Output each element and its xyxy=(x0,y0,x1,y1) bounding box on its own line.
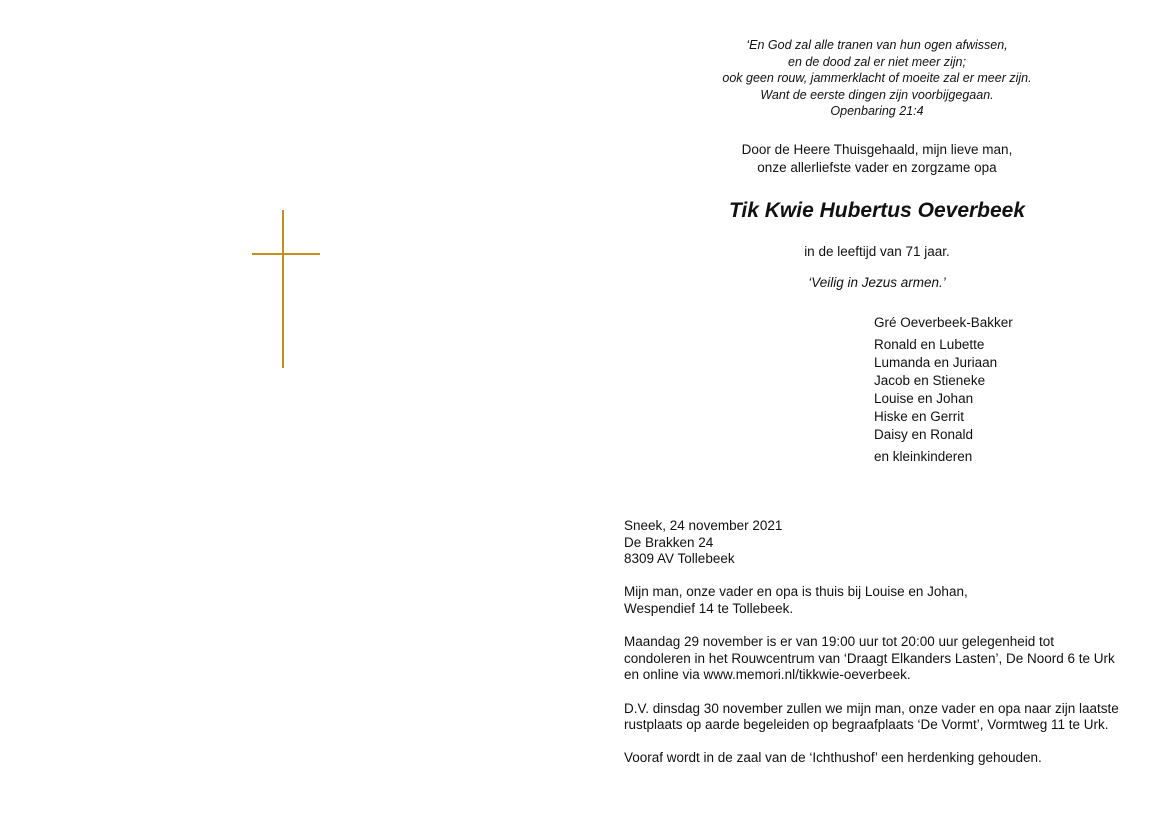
motto-text: ‘Veilig in Jezus armen.’ xyxy=(808,275,946,290)
cross-icon xyxy=(252,210,320,368)
street-address: De Brakken 24 xyxy=(624,534,714,550)
child-couple: Lumanda en Juriaan xyxy=(874,355,998,370)
postal-code-city: 8309 AV Tollebeek xyxy=(624,551,735,567)
child-couple: Jacob en Stieneke xyxy=(874,373,986,388)
grandchildren-line: en kleinkinderen xyxy=(874,449,973,464)
verse-line: Want de eerste dingen zijn voorbijgegaan. xyxy=(760,87,994,102)
child-couple: Ronald en Lubette xyxy=(874,337,985,352)
intro-line: Door de Heere Thuisgehaald, mijn lieve man, xyxy=(741,142,1013,157)
verse-line: en de dood zal er niet meer zijn; xyxy=(788,54,966,69)
cross-horizontal-beam xyxy=(252,253,320,255)
cross-vertical-beam xyxy=(282,210,284,368)
paragraph-line: rustplaats op aarde begeleiden op begraafplaats ‘De Vormt’, Vormtweg 11 te Urk. xyxy=(624,717,1109,733)
paragraph-line: Mijn man, onze vader en opa is thuis bij Louise en Johan, xyxy=(624,584,968,600)
spouse-name: Gré Oeverbeek-Bakker xyxy=(874,315,1013,330)
paragraph-line: en online via www.memori.nl/tikkwie-oeverbeek. xyxy=(624,667,911,683)
verse-line: ook geen rouw, jammerklacht of moeite zal er meer zijn. xyxy=(722,71,1032,85)
paragraph-line: D.V. dinsdag 30 november zullen we mijn man, onze vader en opa naar zijn laatste xyxy=(624,700,1119,716)
burial-paragraph xyxy=(624,701,1154,734)
paragraph-line: Maandag 29 november is er van 19:00 uur tot 20:00 uur gelegenheid tot xyxy=(624,634,1055,650)
verse-line: ‘En God zal alle tranen van hun ogen afwissen, xyxy=(746,38,1008,52)
paragraph-line: condoleren in het Rouwcentrum van ‘Draagt Elkanders Lasten’, De Noord 6 te Urk xyxy=(624,650,1115,666)
paragraph-line: Wespendief 14 te Tollebeek. xyxy=(624,600,794,616)
children-list xyxy=(874,336,1013,444)
child-couple: Daisy en Ronald xyxy=(874,427,974,442)
family-list xyxy=(874,314,1013,466)
place-and-address xyxy=(624,518,1154,568)
home-location-paragraph xyxy=(624,584,1154,617)
memorial-paragraph xyxy=(624,750,1154,767)
place-date: Sneek, 24 november 2021 xyxy=(624,518,783,533)
condolence-paragraph xyxy=(624,634,1154,684)
age-text: in de leeftijd van 71 jaar. xyxy=(804,244,950,259)
child-couple: Hiske en Gerrit xyxy=(874,409,965,424)
bible-verse xyxy=(700,37,1054,120)
intro-line: onze allerliefste vader en zorgzame opa xyxy=(757,160,997,175)
child-couple: Louise en Johan xyxy=(874,391,974,406)
funeral-info xyxy=(624,518,1154,784)
paragraph-line: Vooraf wordt in de zaal van de ‘Ichthushof’ een herdenking gehouden. xyxy=(624,750,1042,766)
announcement-intro xyxy=(700,141,1054,177)
verse-reference: Openbaring 21:4 xyxy=(830,104,924,118)
deceased-name: Tik Kwie Hubertus Oeverbeek xyxy=(728,199,1026,222)
